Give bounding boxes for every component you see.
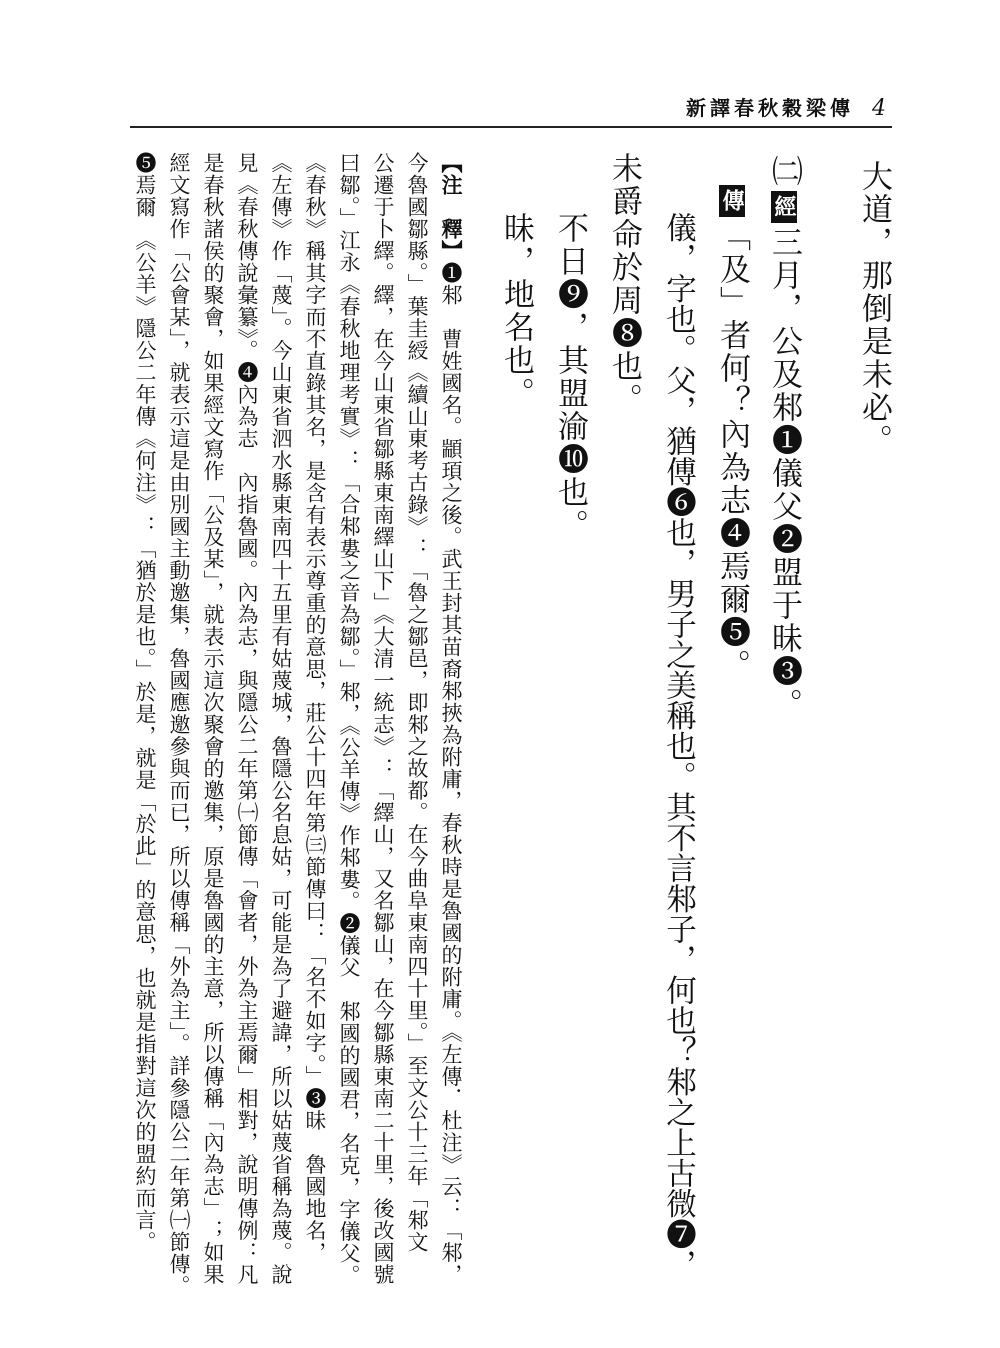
page-number: 4 [872, 96, 890, 121]
zhuan-line-1 [714, 182, 750, 682]
zhuan-line-2: 儀，字也。父，猶傅❻也，男子之美稱也。其不言邾子，何也？邾之上古微❼， [660, 212, 696, 1280]
note-line-3: 公遷于卜繹。繹，在今山東省鄒縣東南繹山下」《大清一統志》：「繹山，又名鄒山，在今鄒縣東南二十里，後改國號 [371, 152, 395, 1286]
note-line-5: 《春秋》稱其字而不直錄其名，是含有表示尊重的意思，莊公十四年第㈢節傳曰：「名不如字。」❸昧 魯國地名， [303, 152, 327, 1264]
book-title: 新譯春秋穀梁傳 [686, 96, 854, 120]
note-line-1 [440, 152, 462, 1286]
jing-line [766, 155, 802, 721]
zhuan-label: 傳 [719, 185, 745, 217]
note-line-4: 曰鄒。」江永《春秋地理考實》：「合邾婁之音為鄒。」邾，《公羊傳》作邾婁。❷儀父 邾國的國君，名克，字儀父。 [337, 152, 361, 1287]
zhuan-text-1: 「及」者何？內為志❹焉爾❺。 [714, 220, 750, 682]
note-line-10: ❺焉爾 《公羊》隱公二年傳《何注》：「猶於是也。」於是，就是「於此」的意思，也就是指對這次的盟約而言。 [133, 152, 157, 1253]
note-line-8: 是春秋諸侯的聚會，如果經文寫作「公及某」，就表示這次聚會的邀集，原是魯國的主意，所以傳稱「內為志」；如果 [201, 152, 225, 1286]
jing-text: 三月，公及邾❶儀父❷盟于昧❸。 [766, 226, 802, 721]
section-number: ㈡ [766, 155, 802, 188]
notes-label: 【注 釋】 [439, 152, 464, 262]
continuation-line: 大道，那倒是未必。 [856, 160, 892, 457]
header-rule [130, 126, 892, 128]
note-text-1: ❶邾 曹姓國名。顓頊之後。武王封其苗裔邾挾為附庸，春秋時是魯國的附庸。《左傳．杜注》云：「邾， [439, 262, 463, 1286]
zhuan-line-4: 不日❾，其盟渝❿也。 [552, 212, 588, 542]
zhuan-line-5: 昧，地名也。 [498, 212, 534, 410]
note-line-7: 見《春秋傳說彙纂》。❹內為志 內指魯國。內為志，與隱公二年第㈠節傳「會者，外為主焉爾」相對，說明傳例：凡 [235, 152, 259, 1286]
zhuan-line-3: 未爵命於周❽也。 [606, 152, 642, 416]
note-line-2: 今魯國鄒縣。」葉圭綬《續山東考古錄》：「魯之鄒邑，即邾之故都。在今曲阜東南四十里。」至文公十三年「邾文 [405, 152, 429, 1253]
jing-label: 經 [771, 191, 797, 223]
note-line-6: 《左傳》作「蔑」。今山東省泗水縣東南四十五里有姑蔑城，魯隱公名息姑，可能是為了避諱，所以姑蔑省稱為蔑。說 [269, 152, 293, 1286]
note-line-9: 經文寫作「公會某」，就表示這是由別國主動邀集，魯國應邀參與而已，所以傳稱「外為主」。詳參隱公二年第㈠節傳。 [167, 152, 191, 1297]
running-header [686, 92, 890, 121]
